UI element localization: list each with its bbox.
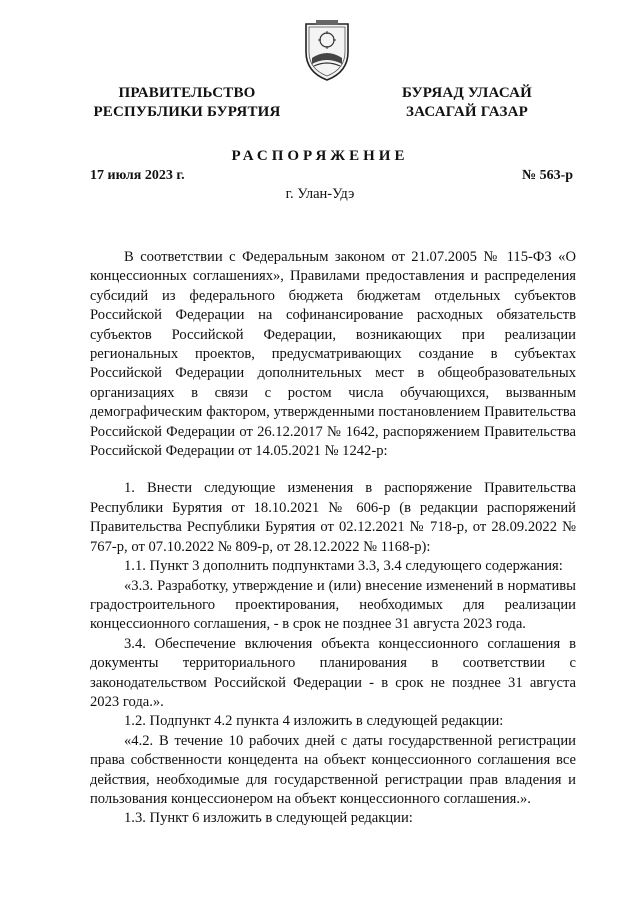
- coat-of-arms-icon: [302, 18, 352, 82]
- header-left-line1: ПРАВИТЕЛЬСТВО: [118, 85, 256, 101]
- header-right-line1: БУРЯАД УЛАСАЙ: [401, 85, 533, 101]
- paragraph-item-3-3: «3.3. Разработку, утверждение и (или) внесение изменений в нормативы градостроительного проектирования, необходимых для реализации концессионного соглашения, - в срок не позднее 31 августа 2023 года.: [90, 577, 576, 633]
- government-name-buryat: [372, 84, 562, 122]
- paragraph-item-1-2: 1.2. Подпункт 4.2 пункта 4 изложить в следующей редакции:: [124, 713, 504, 730]
- paragraph-item-1: 1. Внести следующие изменения в распоряжение Правительства Республики Бурятия от 18.10.2021 № 606-р (в редакции распоряжений Правительства Республики Бурятия от 02.12.2021 № 718-р, от 28.09.2022 № 767-р, от 07.10.2022 № 809-р, от 28.12.2022 № 1168-р):: [90, 480, 576, 555]
- header-right-line2: ЗАСАГАЙ ГАЗАР: [406, 104, 528, 120]
- paragraph-item-3-4: 3.4. Обеспечение включения объекта концессионного соглашения в документы территориального планирования в соответствии с законодательством Российской Федерации - в срок не позднее 31 августа 2023 года.».: [90, 635, 576, 710]
- paragraph-item-1-1: 1.1. Пункт 3 дополнить подпунктами 3.3, 3.4 следующего содержания:: [124, 558, 563, 575]
- document-date: 17 июля 2023 г.: [90, 168, 185, 183]
- header-left-line2: РЕСПУБЛИКИ БУРЯТИЯ: [93, 104, 281, 120]
- document-title: РАСПОРЯЖЕНИЕ: [231, 148, 409, 164]
- paragraph-item-1-3: 1.3. Пункт 6 изложить в следующей редакции:: [124, 810, 413, 827]
- paragraph-item-4-2: «4.2. В течение 10 рабочих дней с даты государственной регистрации права собственности концедента на объект концессионного соглашения все действия, необходимые для государственной регистрации прав владения и пользования концессионером на объект концессионного соглашения.».: [90, 732, 576, 807]
- document-body: [90, 248, 576, 829]
- document-city: г. Улан-Удэ: [285, 186, 355, 202]
- paragraph-preamble: В соответствии с Федеральным законом от 21.07.2005 № 115-ФЗ «О концессионных соглашениях», Правилами предоставления и распределения субсидий из федерального бюджета бюджетам отдельных субъектов Российской Федерации на софинансирование расходных обязательств субъектов Российской Федерации, возникающих при реализации региональных проектов, предусматривающих создание в субъектах Российской Федерации дополнительных мест в общеобразовательных организациях в связи с ростом числа обучающихся, вызванным демографическим фактором, утвержденными постановлением Правительства Российской Федерации от 26.12.2017 № 1642, распоряжением Правительства Российской Федерации от 14.05.2021 № 1242-р:: [90, 249, 576, 460]
- document-number: № 563-р: [522, 168, 574, 183]
- government-name-russian: [82, 84, 292, 122]
